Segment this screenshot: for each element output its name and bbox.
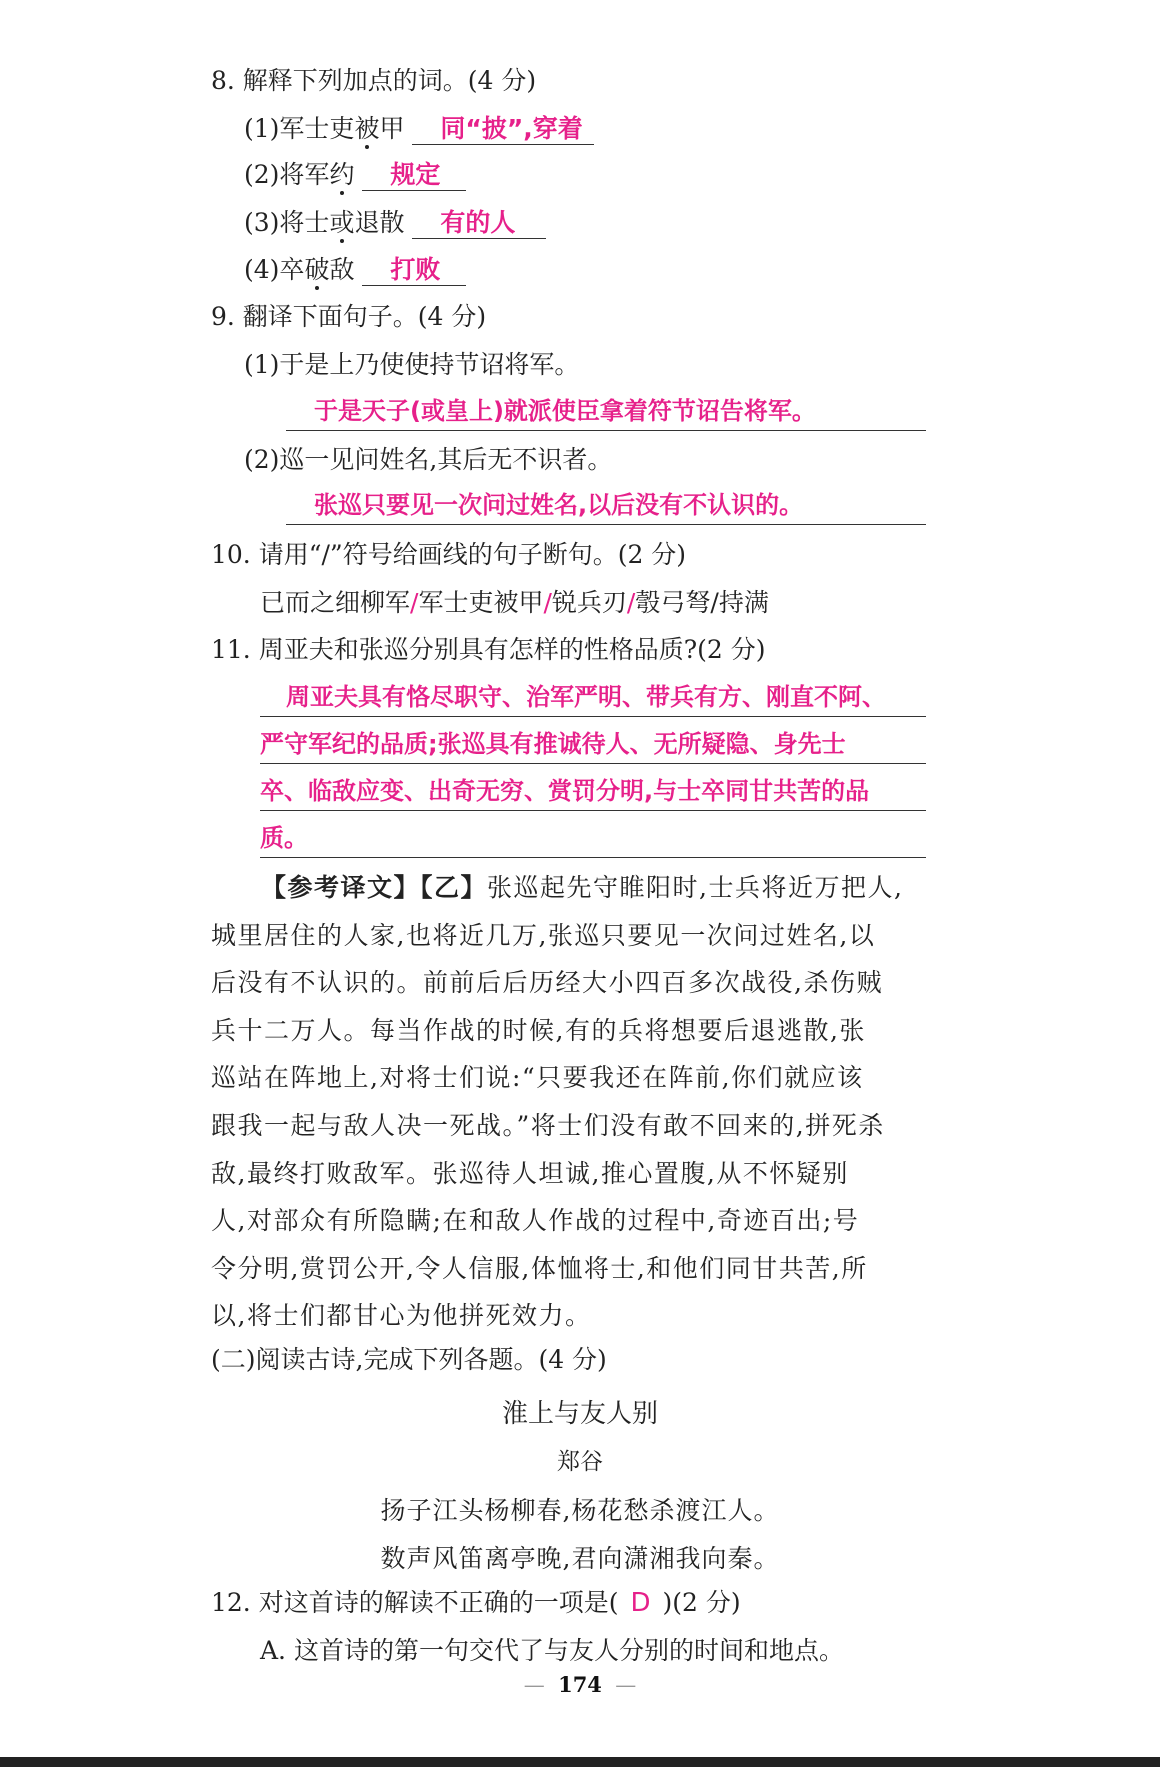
q8-title: 8. 解释下列加点的词。(4 分) bbox=[211, 66, 537, 95]
translation-line: 以,将士们都甘心为他拼死效力。 bbox=[211, 1301, 592, 1331]
dotted-char: 或 bbox=[329, 208, 355, 237]
q8-item-1: (1)军士吏被甲 同“披”,穿着 bbox=[244, 112, 594, 146]
slash-mark: / bbox=[710, 588, 719, 617]
q9-sentence-2: (2)巡一见问姓名,其后无不识者。 bbox=[244, 445, 613, 474]
q8-item-3: (3)将士或退散 有的人 bbox=[244, 206, 546, 240]
answer-blank bbox=[412, 208, 546, 239]
q12-option-a: A. 这首诗的第一句交代了与友人分别的时间和地点。 bbox=[260, 1636, 844, 1665]
answer-blank bbox=[362, 160, 466, 191]
answer-blank bbox=[412, 114, 594, 145]
translation-line: 兵十二万人。每当作战的时候,有的兵将想要后退逃散,张 bbox=[211, 1015, 866, 1045]
q10-title: 10. 请用“/”符号给画线的句子断句。(2 分) bbox=[211, 540, 687, 569]
dotted-char: 破 bbox=[304, 255, 330, 284]
dotted-char: 约 bbox=[329, 160, 355, 189]
q12-answer: D bbox=[630, 1588, 651, 1618]
slash-mark: / bbox=[543, 588, 552, 617]
poem-author: 郑谷 bbox=[557, 1449, 603, 1475]
translation-label: 【参考译文】 bbox=[261, 873, 421, 902]
q9-sentence-1: (1)于是上乃使使持节诏将军。 bbox=[244, 350, 580, 379]
q11-answer-line-1: 周亚夫具有恪尽职守、治军严明、带兵有方、刚直不阿、 bbox=[260, 678, 926, 717]
bottom-edge-bar bbox=[0, 1757, 1160, 1767]
reference-translation bbox=[211, 864, 931, 1340]
translation-line: 跟我一起与敌人决一死战。”将士们没有敢不回来的,拼死杀 bbox=[211, 1110, 885, 1140]
page-number: 174 bbox=[558, 1672, 602, 1697]
q11-answer-line-3: 卒、临敌应变、出奇无穷、赏罚分明,与士卒同甘共苦的品 bbox=[260, 772, 926, 811]
translation-line: 令分明,赏罚公开,令人信服,体恤将士,和他们同甘共苦,所 bbox=[211, 1253, 868, 1283]
slash-mark: / bbox=[410, 588, 419, 617]
q11-answer-line-2: 严守军纪的品质;张巡具有推诚待人、无所疑隐、身先士 bbox=[260, 725, 926, 764]
q9-answer-2: 张巡只要见一次问过姓名,以后没有不认识的。 bbox=[286, 486, 926, 525]
translation-line: 后没有不认识的。前前后后历经大小四百多次战役,杀伤贼 bbox=[211, 968, 883, 998]
dotted-char: 被 bbox=[354, 114, 380, 143]
passage-label: 【乙】 bbox=[420, 873, 488, 902]
q11-answer-line-4: 质。 bbox=[260, 819, 926, 858]
poem-line-1: 扬子江头杨柳春,杨花愁杀渡江人。 bbox=[380, 1496, 780, 1525]
translation-line: 巡站在阵地上,对将士们说:“只要我还在阵前,你们就应该 bbox=[211, 1063, 864, 1093]
page-footer bbox=[0, 1672, 1160, 1697]
q9-title: 9. 翻译下面句子。(4 分) bbox=[211, 302, 487, 331]
answer-text: 规定 bbox=[390, 160, 441, 189]
answer-blank bbox=[362, 255, 466, 286]
q8-item-2: (2)将军约 规定 bbox=[244, 158, 466, 192]
translation-line: 【参考译文】【乙】张巡起先守睢阳时,士兵将近万把人, bbox=[261, 873, 904, 902]
q10-sentence: 已而之细柳军/军士吏被甲/锐兵刃/彀弓弩/持满 bbox=[260, 588, 769, 617]
q12-question: 12. 对这首诗的解读不正确的一项是( D )(2 分) bbox=[211, 1588, 741, 1618]
slash-mark: / bbox=[626, 588, 636, 617]
translation-line: 城里居住的人家,也将近几万,张巡只要见一次问过姓名,以 bbox=[211, 920, 876, 950]
q9-answer-1: 于是天子(或皇上)就派使臣拿着符节诏告将军。 bbox=[286, 392, 926, 431]
translation-line: 人,对部众有所隐瞒;在和敌人作战的过程中,奇迹百出;号 bbox=[211, 1206, 860, 1236]
answer-text: 打败 bbox=[390, 255, 441, 284]
answer-text: 有的人 bbox=[440, 208, 516, 237]
footer-dash: — bbox=[601, 1673, 637, 1697]
poem-line-2: 数声风笛离亭晚,君向潇湘我向秦。 bbox=[380, 1544, 780, 1573]
answer-text: 同“披”,穿着 bbox=[440, 114, 583, 143]
q8-item-4: (4)卒破敌 打败 bbox=[244, 253, 466, 287]
footer-dash: — bbox=[523, 1673, 559, 1697]
poem-title: 淮上与友人别 bbox=[501, 1399, 658, 1429]
section-2-title: (二)阅读古诗,完成下列各题。(4 分) bbox=[211, 1345, 607, 1374]
translation-line: 敌,最终打败敌军。张巡待人坦诚,推心置腹,从不怀疑别 bbox=[211, 1158, 849, 1188]
q11-title: 11. 周亚夫和张巡分别具有怎样的性格品质?(2 分) bbox=[211, 635, 766, 664]
